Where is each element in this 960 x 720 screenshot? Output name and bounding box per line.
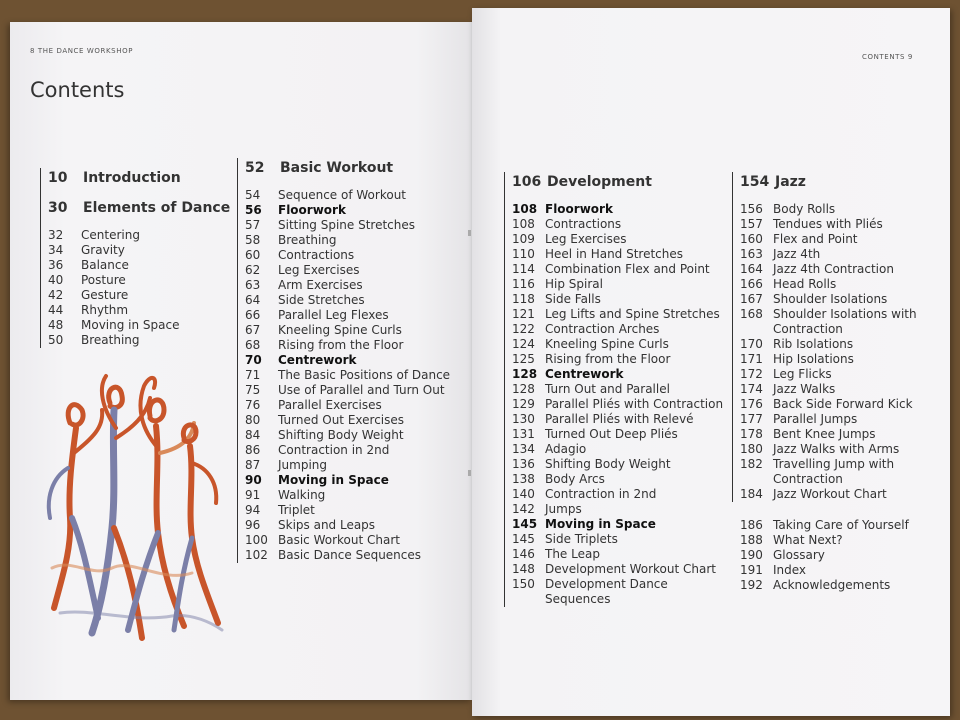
toc-entry — [740, 367, 940, 382]
toc-entry — [740, 292, 940, 307]
toc-page-number: 145 — [512, 517, 538, 531]
toc-entry — [512, 382, 734, 397]
toc-page-number: 63 — [245, 278, 261, 292]
toc-entry-title: Basic Dance Sequences — [278, 548, 422, 562]
toc-page-number: 192 — [740, 578, 763, 592]
toc-subsection-heading — [512, 367, 734, 382]
toc-spacer — [48, 188, 228, 198]
toc-page-number: 130 — [512, 412, 535, 426]
toc-entry-title: Shifting Body Weight — [278, 428, 404, 442]
toc-entry-title: Centrework — [278, 353, 357, 367]
toc-page-number: 121 — [512, 307, 535, 321]
toc-entry — [740, 307, 940, 322]
toc-entry-title: Acknowledgements — [773, 578, 891, 592]
toc-page-number: 58 — [245, 233, 261, 247]
toc-entry — [740, 518, 940, 533]
toc-entry-title: Development Workout Chart — [545, 562, 716, 576]
toc-page-number: 30 — [48, 200, 68, 216]
toc-entry-title: Basic Workout Chart — [278, 533, 400, 547]
toc-entry — [740, 232, 940, 247]
toc-entry-title: Adagio — [545, 442, 587, 456]
toc-page-number: 70 — [245, 353, 262, 367]
toc-page-number: 116 — [512, 277, 535, 291]
toc-entry-title: Glossary — [773, 548, 825, 562]
toc-page-number: 64 — [245, 293, 261, 307]
toc-entry — [512, 247, 734, 262]
toc-entry-title: Kneeling Spine Curls — [545, 337, 669, 351]
toc-page-number: 62 — [245, 263, 261, 277]
toc-entry — [512, 487, 734, 502]
toc-entry-title: Index — [773, 563, 807, 577]
toc-entry-title: Centering — [81, 228, 140, 242]
toc-entry — [740, 533, 940, 548]
toc-page-number: 188 — [740, 533, 763, 547]
toc-page-number: 129 — [512, 397, 535, 411]
toc-entry — [48, 333, 228, 348]
toc-page-number: 34 — [48, 243, 64, 257]
toc-entry — [245, 233, 467, 248]
toc-entry-title: Leg Exercises — [278, 263, 360, 277]
toc-entry-title: Body Rolls — [773, 202, 836, 216]
toc-entry-title: Gesture — [81, 288, 129, 302]
toc-entry — [245, 323, 467, 338]
toc-entry-title: Triplet — [278, 503, 315, 517]
toc-entry — [245, 188, 467, 203]
toc-page-number: 110 — [512, 247, 535, 261]
toc-page-number: 60 — [245, 248, 261, 262]
toc-column-3 — [504, 172, 734, 607]
toc-page-number: 32 — [48, 228, 64, 242]
toc-page-number: 40 — [48, 273, 64, 287]
toc-entry-title: Moving in Space — [278, 473, 389, 487]
toc-entry — [245, 263, 467, 278]
toc-entry — [512, 232, 734, 247]
toc-entry — [512, 562, 734, 577]
toc-page-number: 108 — [512, 217, 535, 231]
toc-section-heading — [48, 168, 228, 188]
toc-entry — [48, 243, 228, 258]
toc-entry — [740, 487, 940, 502]
toc-entry — [245, 503, 467, 518]
toc-entry-title: Flex and Point — [773, 232, 858, 246]
toc-entry-title: Combination Flex and Point — [545, 262, 710, 276]
toc-subsection-heading — [245, 473, 467, 488]
toc-page-number: 125 — [512, 352, 535, 366]
toc-entry — [245, 518, 467, 533]
toc-entry-title: Breathing — [278, 233, 337, 247]
toc-page-number: 44 — [48, 303, 64, 317]
toc-entry — [245, 293, 467, 308]
toc-entry-title: Arm Exercises — [278, 278, 363, 292]
toc-entry — [740, 427, 940, 442]
toc-entry-title: Contractions — [545, 217, 622, 231]
toc-page-number: 67 — [245, 323, 261, 337]
toc-entry-title: Jazz Walks — [773, 382, 836, 396]
toc-entry — [512, 412, 734, 427]
toc-entry — [48, 258, 228, 273]
toc-entry-title: Parallel Jumps — [773, 412, 858, 426]
toc-subsection-heading — [512, 517, 734, 532]
toc-entry — [245, 428, 467, 443]
toc-entry-title: Leg Exercises — [545, 232, 627, 246]
toc-page-number: 164 — [740, 262, 763, 276]
toc-entry-title: Back Side Forward Kick — [773, 397, 913, 411]
toc-page-number: 56 — [245, 203, 262, 217]
toc-page-number: 150 — [512, 577, 535, 591]
toc-entry-title: Turned Out Exercises — [278, 413, 405, 427]
toc-entry — [512, 352, 734, 367]
toc-page-number: 76 — [245, 398, 261, 412]
toc-page-number: 128 — [512, 367, 538, 381]
toc-entry — [740, 382, 940, 397]
toc-entry-title: Parallel Pliés with Relevé — [545, 412, 694, 426]
toc-page-number: 131 — [512, 427, 535, 441]
toc-entry-title: Jazz Walks with Arms — [773, 442, 900, 456]
toc-page-number: 52 — [245, 160, 265, 176]
toc-entry-title: Jazz Workout Chart — [773, 487, 887, 501]
toc-page-number: 154 — [740, 174, 770, 190]
toc-page-number: 177 — [740, 412, 763, 426]
toc-entry-title: Rib Isolations — [773, 337, 854, 351]
toc-entry-title: Heel in Hand Stretches — [545, 247, 684, 261]
toc-page-number: 114 — [512, 262, 535, 276]
toc-entry-title: Tendues with Pliés — [773, 217, 883, 231]
toc-page-number: 160 — [740, 232, 763, 246]
toc-entry-title: Shoulder Isolations with — [773, 307, 917, 321]
toc-entry — [245, 398, 467, 413]
toc-entry — [740, 397, 940, 412]
toc-entry-title: Jumping — [278, 458, 328, 472]
toc-entry — [48, 288, 228, 303]
toc-entry-title: The Leap — [545, 547, 600, 561]
toc-entry — [48, 318, 228, 333]
toc-entry — [740, 202, 940, 217]
toc-entry — [245, 413, 467, 428]
binding-staples — [468, 40, 472, 660]
toc-entry — [245, 368, 467, 383]
toc-page-number: 118 — [512, 292, 535, 306]
toc-entry-title: Development Dance — [545, 577, 668, 591]
toc-page-number: 91 — [245, 488, 261, 502]
toc-entry — [740, 352, 940, 367]
toc-page-number: 10 — [48, 170, 68, 186]
toc-page-number: 84 — [245, 428, 261, 442]
toc-entry — [48, 228, 228, 243]
toc-page-number: 96 — [245, 518, 261, 532]
toc-entry — [512, 262, 734, 277]
dancers-watercolor-icon — [32, 368, 232, 653]
toc-entry — [245, 548, 467, 563]
toc-entry-title: Contraction — [773, 322, 843, 336]
toc-subsection-heading — [245, 203, 467, 218]
toc-page-number: 122 — [512, 322, 535, 336]
toc-entry-title: Floorwork — [545, 202, 613, 216]
toc-entry — [740, 578, 940, 593]
toc-entry — [740, 277, 940, 292]
toc-entry-title: What Next? — [773, 533, 843, 547]
toc-entry-title: Turn Out and Parallel — [545, 382, 670, 396]
toc-page-number: 108 — [512, 202, 538, 216]
toc-page-number: 68 — [245, 338, 261, 352]
toc-page-number: 71 — [245, 368, 261, 382]
toc-entry — [512, 292, 734, 307]
toc-entry-title: Sequences — [545, 592, 611, 606]
toc-entry — [48, 273, 228, 288]
toc-entry — [512, 547, 734, 562]
toc-page-number: 128 — [512, 382, 535, 396]
toc-page-number: 106 — [512, 174, 542, 190]
toc-entry — [740, 442, 940, 457]
toc-entry — [740, 337, 940, 352]
toc-entry — [740, 457, 940, 472]
toc-entry — [245, 338, 467, 353]
toc-entry-title: Jazz — [775, 174, 806, 190]
toc-entry — [512, 427, 734, 442]
toc-entry — [245, 488, 467, 503]
toc-entry-title: Travelling Jump with — [773, 457, 895, 471]
toc-page-number: 172 — [740, 367, 763, 381]
toc-page-number: 186 — [740, 518, 763, 532]
toc-entry-title: Rising from the Floor — [278, 338, 404, 352]
toc-entry-title: Bent Knee Jumps — [773, 427, 876, 441]
toc-page-number: 146 — [512, 547, 535, 561]
toc-page-number: 102 — [245, 548, 268, 562]
toc-entry — [245, 248, 467, 263]
toc-page-number: 190 — [740, 548, 763, 562]
toc-entry — [512, 472, 734, 487]
toc-page-number: 48 — [48, 318, 64, 332]
toc-entry-title: Sitting Spine Stretches — [278, 218, 416, 232]
toc-entry-title: Shoulder Isolations — [773, 292, 888, 306]
toc-entry-title: Jazz 4th Contraction — [773, 262, 894, 276]
toc-page-number: 66 — [245, 308, 261, 322]
toc-page-number: 87 — [245, 458, 261, 472]
toc-entry — [740, 217, 940, 232]
toc-entry-title: Rising from the Floor — [545, 352, 671, 366]
toc-page-number: 94 — [245, 503, 261, 517]
toc-entry — [245, 278, 467, 293]
toc-entry-title: Side Triplets — [545, 532, 618, 546]
toc-page-number: 174 — [740, 382, 763, 396]
toc-page-number: 178 — [740, 427, 763, 441]
toc-entry — [512, 502, 734, 517]
toc-entry-title: Taking Care of Yourself — [773, 518, 909, 532]
toc-entry-title: Gravity — [81, 243, 125, 257]
toc-entry-title: Contraction in 2nd — [278, 443, 390, 457]
toc-entry — [245, 533, 467, 548]
toc-page-number: 100 — [245, 533, 268, 547]
toc-entry-title: Posture — [81, 273, 126, 287]
toc-entry-title: Side Stretches — [278, 293, 365, 307]
toc-entry — [512, 532, 734, 547]
toc-page-number: 86 — [245, 443, 261, 457]
toc-column-4 — [732, 172, 940, 502]
toc-entry-title: Sequence of Workout — [278, 188, 406, 202]
toc-entry-title: Skips and Leaps — [278, 518, 376, 532]
toc-entry-title: Leg Lifts and Spine Stretches — [545, 307, 720, 321]
toc-entry — [48, 303, 228, 318]
toc-entry-title: Hip Isolations — [773, 352, 854, 366]
toc-section-heading — [512, 172, 734, 192]
toc-page-number: 140 — [512, 487, 535, 501]
toc-entry — [512, 397, 734, 412]
toc-entry-title: Rhythm — [81, 303, 129, 317]
toc-spacer — [740, 192, 940, 202]
toc-column-4-tail — [740, 518, 940, 593]
toc-entry — [740, 472, 940, 487]
toc-entry-title: Moving in Space — [81, 318, 180, 332]
toc-entry-title: Balance — [81, 258, 129, 272]
toc-spacer — [245, 178, 467, 188]
toc-entry — [512, 337, 734, 352]
toc-entry — [245, 218, 467, 233]
toc-entry — [512, 322, 734, 337]
toc-page-number: 57 — [245, 218, 261, 232]
toc-spacer — [48, 218, 228, 228]
toc-section-heading — [740, 172, 940, 192]
toc-entry — [245, 458, 467, 473]
left-running-head: 8 THE DANCE WORKSHOP — [30, 47, 134, 55]
toc-entry-title: Leg Flicks — [773, 367, 832, 381]
toc-section-heading — [245, 158, 467, 178]
toc-entry — [512, 217, 734, 232]
toc-page-number: 163 — [740, 247, 763, 261]
toc-entry-title: Walking — [278, 488, 326, 502]
toc-entry-title: Moving in Space — [545, 517, 656, 531]
toc-entry-title: Centrework — [545, 367, 624, 381]
toc-entry-title: Side Falls — [545, 292, 601, 306]
toc-column-1 — [40, 168, 231, 348]
toc-entry — [740, 322, 940, 337]
toc-subsection-heading — [245, 353, 467, 368]
toc-page-number: 75 — [245, 383, 261, 397]
toc-entry-title: Jumps — [545, 502, 582, 516]
toc-page-number: 136 — [512, 457, 535, 471]
toc-entry-title: Hip Spiral — [545, 277, 603, 291]
toc-page-number: 156 — [740, 202, 763, 216]
toc-page-number: 168 — [740, 307, 763, 321]
toc-page-number: 54 — [245, 188, 261, 202]
toc-spacer — [512, 192, 734, 202]
toc-entry — [740, 412, 940, 427]
toc-column-2 — [237, 158, 467, 563]
toc-page-number: 36 — [48, 258, 64, 272]
toc-entry-title: Use of Parallel and Turn Out — [278, 383, 445, 397]
toc-entry-title: Parallel Exercises — [278, 398, 382, 412]
toc-entry-title: Contraction Arches — [545, 322, 660, 336]
toc-page-number: 167 — [740, 292, 763, 306]
toc-page-number: 80 — [245, 413, 261, 427]
toc-section-heading — [48, 198, 231, 218]
toc-page-number: 184 — [740, 487, 763, 501]
toc-entry-title: The Basic Positions of Dance — [278, 368, 451, 382]
toc-page-number: 42 — [48, 288, 64, 302]
toc-page-number: 171 — [740, 352, 763, 366]
toc-page-number: 124 — [512, 337, 535, 351]
toc-entry-title: Breathing — [81, 333, 140, 347]
toc-entry — [512, 442, 734, 457]
toc-page-number: 50 — [48, 333, 64, 347]
toc-entry — [740, 262, 940, 277]
toc-entry-title: Contractions — [278, 248, 355, 262]
toc-entry — [512, 307, 734, 322]
toc-page-number: 180 — [740, 442, 763, 456]
toc-page-number: 134 — [512, 442, 535, 456]
toc-page-number: 90 — [245, 473, 262, 487]
toc-entry-title: Jazz 4th — [773, 247, 821, 261]
toc-page-number: 191 — [740, 563, 763, 577]
right-running-head: CONTENTS 9 — [862, 53, 913, 61]
toc-entry-title: Development — [547, 174, 652, 190]
toc-entry — [512, 592, 734, 607]
toc-entry-title: Body Arcs — [545, 472, 605, 486]
toc-entry — [740, 563, 940, 578]
toc-entry-title: Parallel Leg Flexes — [278, 308, 389, 322]
toc-page-number: 109 — [512, 232, 535, 246]
toc-entry-title: Floorwork — [278, 203, 346, 217]
toc-entry — [245, 383, 467, 398]
toc-page-number: 182 — [740, 457, 763, 471]
toc-page-number: 170 — [740, 337, 763, 351]
page-title: Contents — [30, 78, 125, 102]
toc-page-number: 166 — [740, 277, 763, 291]
toc-subsection-heading — [512, 202, 734, 217]
toc-entry — [512, 577, 734, 592]
toc-entry — [245, 308, 467, 323]
toc-entry-title: Introduction — [83, 170, 181, 186]
toc-entry-title: Turned Out Deep Pliés — [545, 427, 678, 441]
toc-entry-title: Head Rolls — [773, 277, 837, 291]
toc-page-number: 148 — [512, 562, 535, 576]
toc-entry-title: Contraction in 2nd — [545, 487, 657, 501]
toc-entry-title: Elements of Dance — [83, 200, 231, 216]
toc-entry — [740, 548, 940, 563]
toc-page-number: 157 — [740, 217, 763, 231]
toc-entry-title: Kneeling Spine Curls — [278, 323, 402, 337]
toc-entry-title: Shifting Body Weight — [545, 457, 671, 471]
toc-entry-title: Parallel Pliés with Contraction — [545, 397, 724, 411]
toc-entry — [245, 443, 467, 458]
toc-entry-title: Basic Workout — [280, 160, 394, 176]
toc-entry — [512, 277, 734, 292]
toc-page-number: 142 — [512, 502, 535, 516]
toc-page-number: 176 — [740, 397, 763, 411]
toc-page-number: 138 — [512, 472, 535, 486]
toc-entry — [740, 247, 940, 262]
toc-entry-title: Contraction — [773, 472, 843, 486]
toc-entry — [512, 457, 734, 472]
toc-page-number: 145 — [512, 532, 535, 546]
